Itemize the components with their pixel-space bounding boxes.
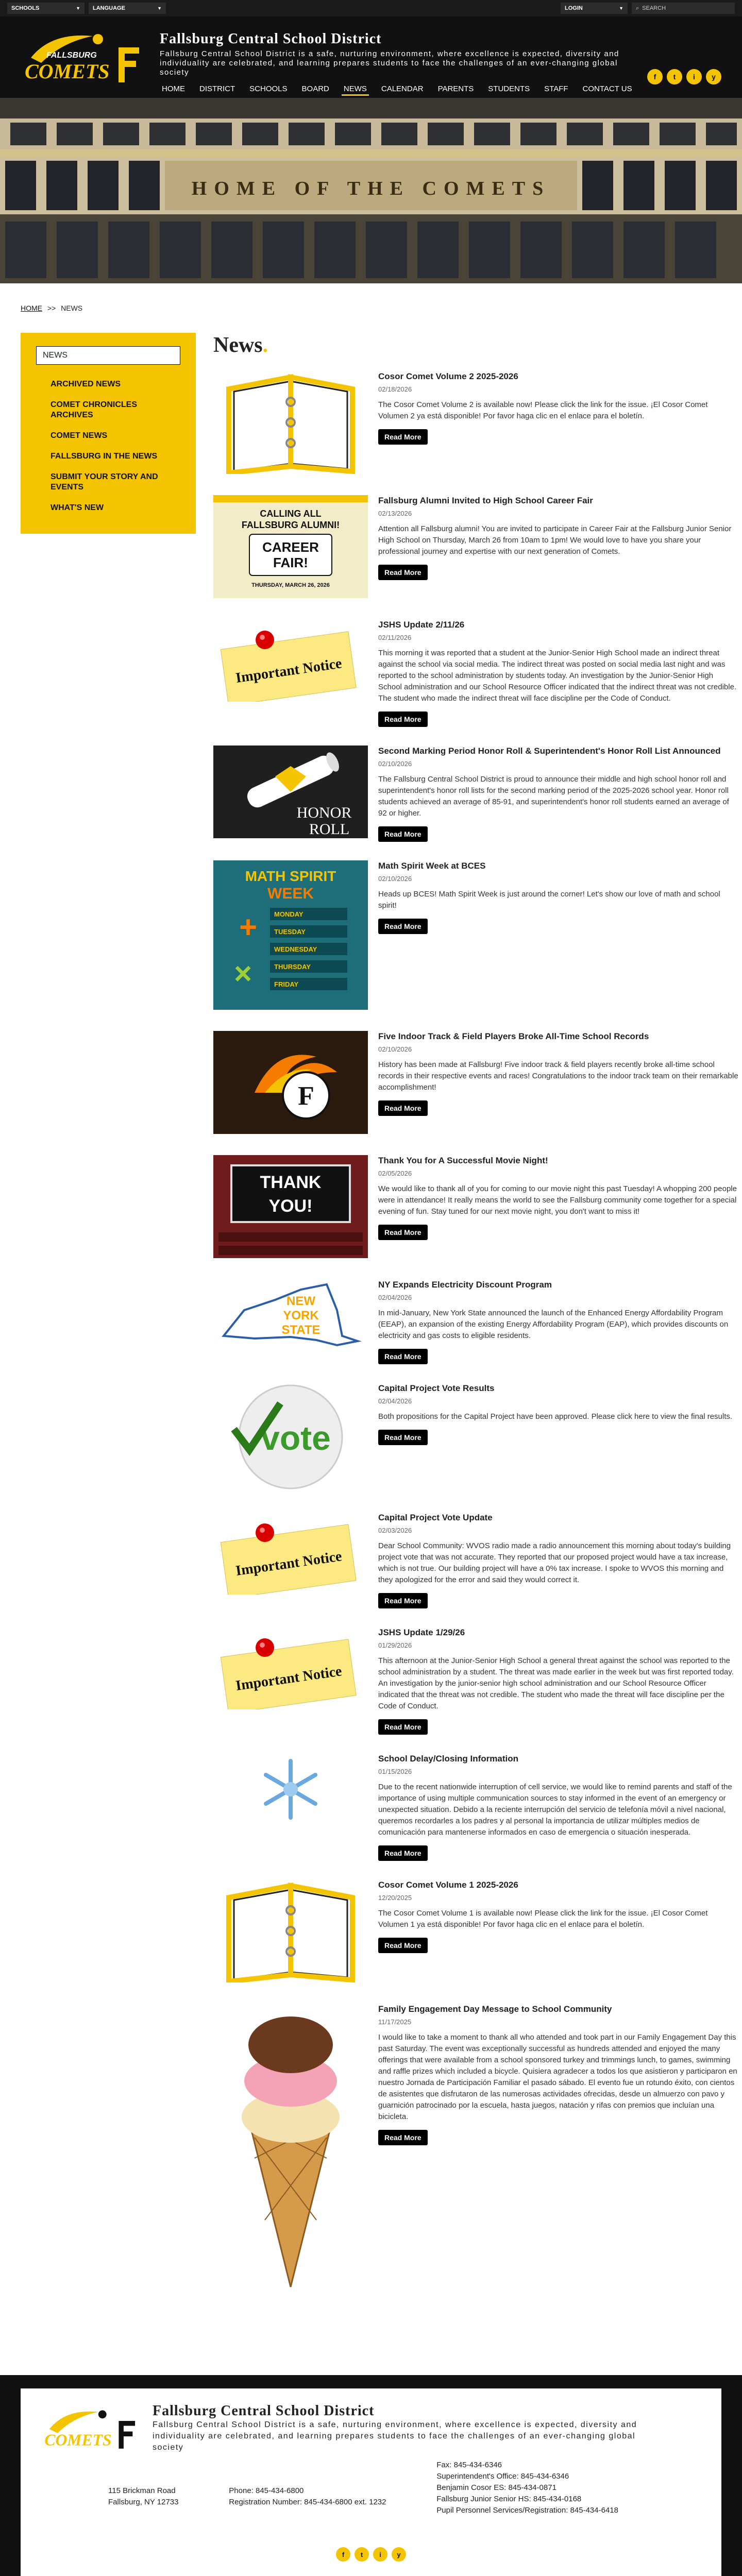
read-more-button[interactable]: Read More xyxy=(378,1719,428,1735)
nav-board[interactable]: BOARD xyxy=(301,84,329,93)
news-article xyxy=(213,1879,739,1985)
read-more-button[interactable]: Read More xyxy=(378,1430,428,1445)
svg-text:THURSDAY: THURSDAY xyxy=(274,963,311,971)
article-date: 02/10/2026 xyxy=(378,1045,412,1053)
svg-text:FRIDAY: FRIDAY xyxy=(274,980,299,988)
news-list xyxy=(213,333,739,2313)
article-thumbnail[interactable] xyxy=(213,619,368,727)
article-thumbnail[interactable] xyxy=(213,1279,368,1364)
article-title[interactable]: Cosor Comet Volume 2 2025-2026 xyxy=(378,371,518,381)
article-title[interactable]: Cosor Comet Volume 1 2025-2026 xyxy=(378,1880,518,1890)
footer-logo[interactable] xyxy=(41,2403,139,2454)
chevron-down-icon: ▼ xyxy=(157,6,162,11)
footer-social-links xyxy=(41,2547,701,2562)
nav-district[interactable]: DISTRICT xyxy=(199,84,235,93)
article-summary: The Cosor Comet Volume 2 is available now! Please click the link for the issue. ¡El Cosor Comet Volumen 2 ya está disponible! Por favor haga clic en el enlace para el boletín. xyxy=(378,400,708,420)
article-summary: Heads up BCES! Math Spirit Week is just around the corner! Let's show our love of math and school spirit! xyxy=(378,890,720,910)
footer-contacts: Fax: 845-434-6346 Superintendent's Office: 845-434-6346 Benjamin Cosor ES: 845-434-0871 Fallsburg Junior Senior HS: 845-434-0168 Pupil Personnel Services/Registration: 845-434-6418 xyxy=(436,2461,618,2515)
article-title[interactable]: Fallsburg Alumni Invited to High School Career Fair xyxy=(378,496,593,505)
article-thumbnail[interactable] xyxy=(213,495,368,601)
nav-home[interactable]: HOME xyxy=(162,84,185,93)
svg-text:NEW: NEW xyxy=(286,1294,315,1308)
chevron-down-icon: ▼ xyxy=(619,6,623,11)
svg-text:THURSDAY, MARCH 26, 2026: THURSDAY, MARCH 26, 2026 xyxy=(251,582,330,588)
article-summary: This morning it was reported that a student at the Junior-Senior High School made an indirect threat against the school via social media. The indirect threat was posted on social media last night and was reported to the school administration by students today. An investigation by the Junior-Senior High School administration and our School Resource Officer indicated that the indirect threat was not credible. The student who made the indirect threat will face discipline per the Code of Conduct. xyxy=(378,649,737,703)
article-date: 02/04/2026 xyxy=(378,1294,412,1301)
sidebar xyxy=(21,333,196,2313)
article-date: 02/18/2026 xyxy=(378,385,412,393)
svg-text:CAREER: CAREER xyxy=(262,539,319,555)
read-more-button[interactable]: Read More xyxy=(378,1593,428,1608)
nav-staff[interactable]: STAFF xyxy=(544,84,568,93)
facebook-icon[interactable]: f xyxy=(647,69,663,84)
article-date: 11/17/2025 xyxy=(378,2018,412,2026)
hero-sign-text: HOME OF THE COMETS xyxy=(191,178,551,199)
site-description: Fallsburg Central School District is a safe, nurturing environment, where excellence is expected, diversity and individuality are celebrated, and learning prepares students to face the challenges of an ever-changing global society xyxy=(160,49,619,77)
nav-contact-us[interactable]: CONTACT US xyxy=(582,84,632,93)
news-article xyxy=(213,1383,739,1494)
twitter-icon[interactable]: t xyxy=(355,2547,369,2562)
read-more-button[interactable]: Read More xyxy=(378,1100,428,1116)
article-thumbnail[interactable] xyxy=(213,2004,368,2295)
sidebar-box xyxy=(21,333,196,534)
svg-text:×: × xyxy=(234,956,252,991)
article-date: 02/13/2026 xyxy=(378,510,412,517)
svg-text:YOU!: YOU! xyxy=(268,1196,313,1216)
article-title[interactable]: JSHS Update 1/29/26 xyxy=(378,1628,465,1637)
svg-text:vote: vote xyxy=(261,1419,331,1457)
article-date: 02/10/2026 xyxy=(378,875,412,883)
read-more-button[interactable]: Read More xyxy=(378,1845,428,1861)
sidebar-item-fallsburg-in-the-news[interactable]: FALLSBURG IN THE NEWS xyxy=(50,452,158,461)
search-icon: ⌕ xyxy=(636,5,639,11)
article-date: 02/05/2026 xyxy=(378,1170,412,1177)
article-summary: The Fallsburg Central School District is proud to announce their middle and high school honor roll and superintendent's honor roll lists for the second marking period of the 2025-2026 school year. Honor roll students achieved an average of 85-91, and superintendent's honor roll students earned an average of 92 or higher. xyxy=(378,775,729,818)
svg-text:WEEK: WEEK xyxy=(267,885,314,902)
login-label: LOGIN xyxy=(565,5,583,11)
read-more-button[interactable]: Read More xyxy=(378,919,428,934)
article-title[interactable]: Family Engagement Day Message to School Community xyxy=(378,2004,612,2014)
top-utility-bar xyxy=(0,0,742,16)
sidebar-current-section: NEWS xyxy=(36,346,180,365)
read-more-button[interactable]: Read More xyxy=(378,711,428,727)
svg-text:ROLL: ROLL xyxy=(309,821,350,838)
svg-text:MONDAY: MONDAY xyxy=(274,910,303,918)
svg-text:WEDNESDAY: WEDNESDAY xyxy=(274,945,317,953)
svg-text:MATH SPIRIT: MATH SPIRIT xyxy=(245,868,336,884)
read-more-button[interactable]: Read More xyxy=(378,2130,428,2145)
nav-calendar[interactable]: CALENDAR xyxy=(381,84,424,93)
sidebar-item-comet-chronicles-archives[interactable]: COMET CHRONICLES ARCHIVES xyxy=(50,400,137,419)
youtube-icon[interactable]: y xyxy=(706,69,721,84)
svg-text:Important Notice: Important Notice xyxy=(234,1663,343,1694)
news-article xyxy=(213,860,739,1012)
news-article xyxy=(213,1279,739,1364)
news-article xyxy=(213,495,739,601)
svg-text:+: + xyxy=(239,910,258,944)
nav-parents[interactable]: PARENTS xyxy=(437,84,474,93)
article-summary: The Cosor Comet Volume 1 is available now! Please click the link for the issue. ¡El Cosor Comet Volumen 1 ya está disponible! Por favor haga clic en el enlace para el boletín. xyxy=(378,1909,708,1929)
article-summary: We would like to thank all of you for coming to our movie night this past Tuesday! A whopping 200 people were in attendance! It really means the world to see the Fallsburg community come together for a special evening of fun. Stay tuned for our next movie night, you don't want to miss it! xyxy=(378,1184,737,1216)
svg-text:THANK: THANK xyxy=(260,1173,322,1192)
facebook-icon[interactable]: f xyxy=(336,2547,350,2562)
sidebar-item-whats-new[interactable]: WHAT'S NEW xyxy=(50,503,104,512)
header-social-links xyxy=(647,69,721,84)
main-content-area xyxy=(0,323,742,2375)
language-dropdown[interactable] xyxy=(89,3,166,14)
svg-text:STATE: STATE xyxy=(281,1323,321,1337)
footer-description: Fallsburg Central School District is a safe, nurturing environment, where excellence is expected, diversity and individuality are celebrated, and learning prepares students to face the challenges of an ever-changing global society xyxy=(153,2420,637,2452)
breadcrumb-home[interactable]: HOME xyxy=(21,304,42,312)
site-footer xyxy=(0,2375,742,2576)
article-summary: Both propositions for the Capital Project have been approved. Please click here to view the final results. xyxy=(378,1412,733,1421)
read-more-button[interactable]: Read More xyxy=(378,565,428,580)
breadcrumb-separator: >> xyxy=(47,304,56,312)
svg-text:YORK: YORK xyxy=(283,1309,319,1323)
article-thumbnail[interactable] xyxy=(213,1627,368,1735)
article-summary: Due to the recent nationwide interruption of cell service, we would like to remind parents and staff of the importance of using multiple communication sources to stay informed in the event of an emergency or unexpected situation. Debido a la reciente interrupción del servicio de telefonía móvil a nivel nacional, queremos recordarles a los padres y al personal la importancia de utilizar múltiples medios de comunicación para mantenerse informados en caso de emergencia o situación inesperada. xyxy=(378,1783,732,1837)
news-article xyxy=(213,371,739,477)
sidebar-item-submit-your-story[interactable]: SUBMIT YOUR STORY AND EVENTS xyxy=(50,472,158,492)
twitter-icon[interactable]: t xyxy=(667,69,682,84)
svg-text:FAIR!: FAIR! xyxy=(273,555,308,570)
article-summary: I would like to take a moment to thank all who attended and took part in our Family Engagement Day this past Saturday. The event was exceptionally successful as hundreds attended and enjoyed the many offerings that were available from a school sponsored turkey and trimmings lunch, to games, swimming and raffle prizes which included a bicycle. Quisiera agradecer a todos los que asistieron y participaron en nuestro Jornada de Participación Familiar el pasado sábado. El evento fue un rotundo éxito, con cientos de asistentes que disfrutaron de las numerosas actividades ofrecidas, desde un almuerzo con pavo y guarnición patrocinado por la escuela, hasta juegos, natación y rifas con premios que incluían una bicicleta. xyxy=(378,2033,737,2121)
article-title[interactable]: JSHS Update 2/11/26 xyxy=(378,620,465,630)
footer-box xyxy=(21,2388,721,2576)
article-date: 12/20/2025 xyxy=(378,1894,412,1902)
article-summary: This afternoon at the Junior-Senior High School a general threat against the school was reported to the school administration by a student. The threat was made earlier in the week but was first reported today. An investigation by the junior-senior high school administration and our School Resource Officer indicated that the threat was not credible. The student who made the threat will face discipline per the Code of Conduct. xyxy=(378,1656,734,1710)
article-thumbnail[interactable] xyxy=(213,1512,368,1608)
svg-text:FALLSBURG ALUMNI!: FALLSBURG ALUMNI! xyxy=(241,520,340,530)
article-date: 01/29/2026 xyxy=(378,1641,412,1649)
article-thumbnail[interactable] xyxy=(213,745,368,842)
news-article xyxy=(213,619,739,727)
language-label: LANGUAGE xyxy=(93,5,125,11)
article-summary: Attention all Fallsburg alumni! You are invited to participate in Career Fair at the Fallsburg Junior Senior High School on Thursday, March 26 from 10am to 1pm! We would love to have you share your professional journey and expertise with our next generation of Comets. xyxy=(378,524,732,556)
site-header xyxy=(0,16,742,98)
svg-text:F: F xyxy=(298,1081,314,1111)
news-article xyxy=(213,1155,739,1261)
read-more-button[interactable]: Read More xyxy=(378,1225,428,1240)
news-article xyxy=(213,1512,739,1608)
article-summary: History has been made at Fallsburg! Five indoor track & field players recently broke all-time school records in their respective events and races! Congratulations to the indoor track team on their remarkable accomplishment! xyxy=(378,1060,738,1092)
main-nav xyxy=(160,83,647,96)
news-article xyxy=(213,1031,739,1137)
article-date: 02/04/2026 xyxy=(378,1397,412,1405)
search-placeholder: SEARCH xyxy=(642,5,666,11)
read-more-button[interactable]: Read More xyxy=(378,1349,428,1364)
site-title[interactable]: Fallsburg Central School District xyxy=(160,31,382,47)
read-more-button[interactable]: Read More xyxy=(378,1938,428,1953)
article-title[interactable]: Thank You for A Successful Movie Night! xyxy=(378,1156,548,1165)
schools-dropdown[interactable] xyxy=(7,3,85,14)
read-more-button[interactable]: Read More xyxy=(378,429,428,445)
instagram-icon[interactable]: i xyxy=(686,69,702,84)
news-article xyxy=(213,2004,739,2295)
read-more-button[interactable]: Read More xyxy=(378,826,428,842)
nav-schools[interactable]: SCHOOLS xyxy=(249,84,288,93)
article-title[interactable]: School Delay/Closing Information xyxy=(378,1754,519,1764)
svg-text:COMETS: COMETS xyxy=(25,60,110,83)
article-thumbnail[interactable] xyxy=(213,1383,368,1494)
article-title[interactable]: Math Spirit Week at BCES xyxy=(378,861,486,871)
schools-label: SCHOOLS xyxy=(11,5,40,11)
svg-text:CALLING ALL: CALLING ALL xyxy=(260,509,322,519)
svg-text:TUESDAY: TUESDAY xyxy=(274,928,306,936)
article-title[interactable]: Capital Project Vote Results xyxy=(378,1383,495,1393)
article-thumbnail[interactable] xyxy=(213,1753,368,1861)
news-article xyxy=(213,1627,739,1735)
article-title[interactable]: Second Marking Period Honor Roll & Superintendent's Honor Roll List Announced xyxy=(378,746,721,756)
news-article xyxy=(213,745,739,842)
article-date: 02/03/2026 xyxy=(378,1527,412,1534)
svg-text:Important Notice: Important Notice xyxy=(234,655,343,686)
article-title[interactable]: NY Expands Electricity Discount Program xyxy=(378,1280,552,1290)
svg-text:HONOR: HONOR xyxy=(296,804,352,821)
footer-address: 115 Brickman Road Fallsburg, NY 12733 xyxy=(108,2486,179,2506)
sidebar-item-comet-news[interactable]: COMET NEWS xyxy=(50,431,108,440)
news-article xyxy=(213,1753,739,1861)
svg-text:FALLSBURG: FALLSBURG xyxy=(46,51,97,60)
breadcrumb xyxy=(0,283,742,323)
svg-text:COMETS: COMETS xyxy=(44,2431,112,2449)
article-thumbnail[interactable] xyxy=(213,1031,368,1137)
article-date: 01/15/2026 xyxy=(378,1768,412,1775)
article-date: 02/10/2026 xyxy=(378,760,412,768)
article-title[interactable]: Capital Project Vote Update xyxy=(378,1513,493,1522)
article-summary: Dear School Community: WVOS radio made a radio announcement this morning about today's building project vote that was not accurate. They reported that our proposed project would have a tax increase, which is not true. Our building project will have a 0% tax increase. I spoke to WVOS this morning and they apologized for the error and said they would correct it. xyxy=(378,1541,731,1584)
nav-students[interactable]: STUDENTS xyxy=(488,84,530,93)
sidebar-item-archived-news[interactable]: ARCHIVED NEWS xyxy=(50,380,121,388)
instagram-icon[interactable]: i xyxy=(373,2547,387,2562)
article-date: 02/11/2026 xyxy=(378,634,412,641)
article-thumbnail[interactable] xyxy=(213,1879,368,1985)
nav-news[interactable]: NEWS xyxy=(342,83,369,96)
youtube-icon[interactable]: y xyxy=(392,2547,406,2562)
footer-phone: Phone: 845-434-6800 Registration Number: 845-434-6800 ext. 1232 xyxy=(229,2486,386,2506)
article-thumbnail[interactable] xyxy=(213,371,368,477)
svg-text:Important Notice: Important Notice xyxy=(234,1548,343,1579)
district-logo[interactable] xyxy=(21,27,144,88)
search-input[interactable] xyxy=(632,3,735,14)
article-thumbnail[interactable] xyxy=(213,860,368,1012)
article-title[interactable]: Five Indoor Track & Field Players Broke All-Time School Records xyxy=(378,1031,649,1041)
login-button[interactable] xyxy=(561,3,628,14)
article-thumbnail[interactable] xyxy=(213,1155,368,1261)
page-title: News. xyxy=(213,333,268,357)
breadcrumb-current: NEWS xyxy=(61,304,83,312)
chevron-down-icon: ▼ xyxy=(76,6,80,11)
article-summary: In mid-January, New York State announced the launch of the Enhanced Energy Affordability Program (EEAP), an expansion of the existing Energy Affordability Program (EAP), which provides discounts on electricity and gas costs to eligible residents. xyxy=(378,1309,729,1340)
hero-banner xyxy=(0,98,742,283)
footer-title: Fallsburg Central School District xyxy=(153,2403,375,2419)
